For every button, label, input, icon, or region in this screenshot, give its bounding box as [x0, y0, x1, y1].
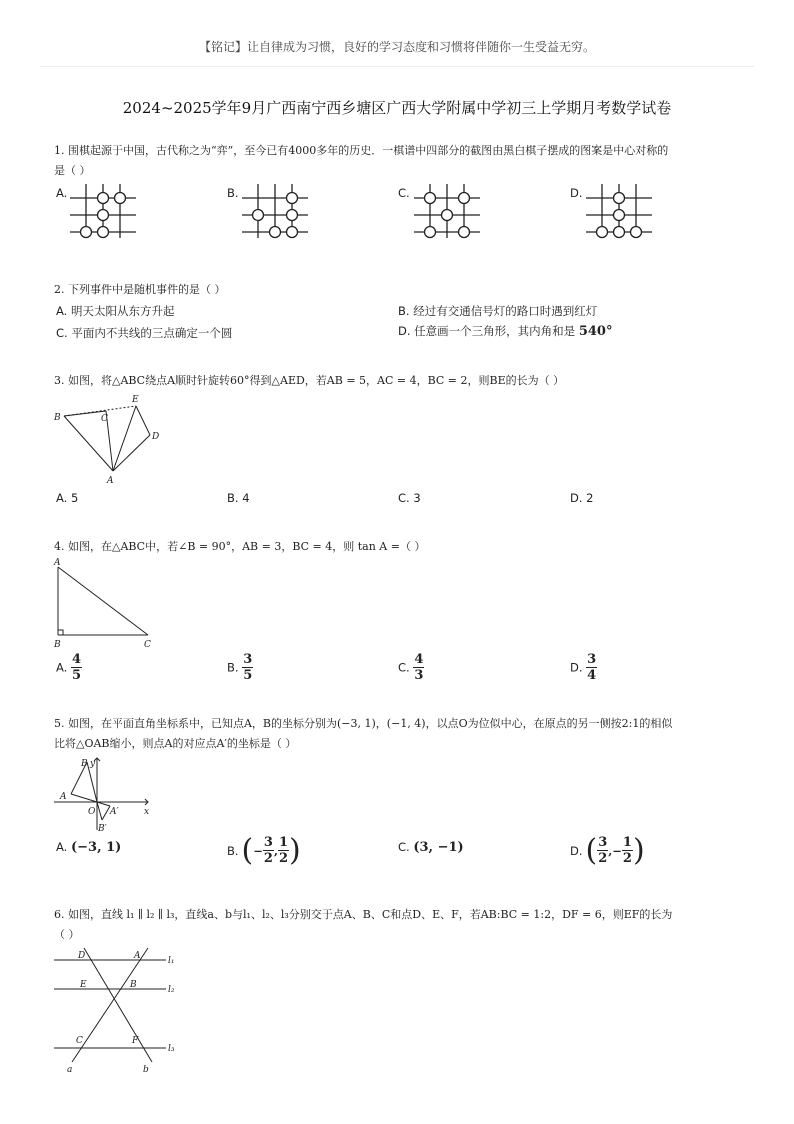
q1-go-board-b [240, 182, 310, 240]
q5-label-b: B [81, 759, 88, 769]
page-title: 2024~2025学年9月广西南宁西乡塘区广西大学附属中学初三上学期月考数学试卷 [122, 99, 672, 117]
q4-option-d-fraction: $\frac{3}{4}$ [587, 652, 597, 683]
q6-label-d: D [78, 951, 86, 961]
q6-label-c: C [76, 1036, 83, 1046]
q3-label-a: A [107, 476, 114, 486]
q4-option-d-letter: D. [570, 660, 583, 675]
q4-stem: 4. 如图，在△ABC中，若∠B = 90°，AB = 3，BC = 4，则 tan A =（ ） [54, 540, 426, 553]
q4-option-c-letter: C. [398, 660, 410, 675]
motto-banner: 【铭记】让自律成为习惯，良好的学习态度和习惯将伴随你一生受益无穷。 [198, 40, 595, 54]
q5-option-a-math: (−3, 1) [70, 840, 122, 855]
q1-go-board-d [584, 182, 654, 240]
q5-label-b-prime: B′ [98, 824, 107, 834]
q1-stem-line1: 1. 围棋起源于中国，古代称之为“弈”，至今已有4000多年的历史．一棋谱中四部分的截图由黑白棋子摆成的图案是中心对称的 [54, 144, 669, 157]
q5-option-d-letter: D. [570, 843, 583, 858]
q6-label-a: A [134, 951, 141, 961]
q6-label-f: F [132, 1036, 139, 1046]
q4-option-d [570, 652, 597, 683]
q5-stem-line2: 比将△OAB缩小，则点A的对应点A′的坐标是（ ） [54, 737, 297, 750]
q6-stem-line1: 6. 如图，直线 l₁ ∥ l₂ ∥ l₃，直线a、b与l₁、l₂、l₃分别交于点A、B、C和点D、E、F，若AB:BC = 1:2，DF = 6，则EF的长为 [54, 908, 673, 921]
q2-option-d-math: 540° [578, 324, 613, 339]
q2-stem: 2. 下列事件中是随机事件的是（ ） [54, 283, 226, 296]
q5-option-b-fraction-x: $\frac{3}{2}$ [263, 835, 273, 866]
q4-option-c [398, 652, 424, 683]
q6-label-line-a: a [67, 1065, 73, 1075]
q4-option-b [227, 652, 253, 683]
q4-option-a-letter: A. [56, 660, 68, 675]
q4-option-c-fraction: $\frac{4}{3}$ [414, 652, 424, 683]
header-divider [40, 66, 754, 67]
q6-label-e: E [80, 980, 87, 990]
q5-option-d-fraction-y: $\frac{1}{2}$ [622, 835, 632, 866]
q3-figure [50, 392, 175, 487]
q4-label-c: C [144, 640, 151, 650]
q2-option-b: B. 经过有交通信号灯的路口时遇到红灯 [398, 304, 598, 318]
q5-option-b: B. ( − $\frac{3}{2}$ , $\frac{1}{2}$ ) [227, 833, 301, 868]
q2-option-d [398, 323, 612, 339]
q5-label-a: A [60, 792, 67, 802]
q5-option-a [56, 840, 121, 855]
q2-option-c: C. 平面内不共线的三点确定一个圆 [56, 326, 233, 340]
q3-option-d: D. 2 [570, 491, 594, 505]
q4-option-b-letter: B. [227, 660, 239, 675]
q2-option-a: A. 明天太阳从东方升起 [56, 304, 175, 318]
q6-label-b: B [130, 980, 137, 990]
q5-figure [50, 754, 160, 836]
q3-label-e: E [132, 395, 139, 405]
q3-label-c: C [101, 414, 108, 424]
q6-label-l2: l₂ [168, 985, 175, 995]
q4-option-a [56, 652, 82, 683]
q4-label-b: B [54, 640, 61, 650]
q5-option-a-letter: A. [56, 840, 68, 854]
q3-label-b: B [54, 413, 61, 423]
q6-figure [50, 944, 185, 1076]
q4-label-a: A [54, 558, 61, 568]
q1-option-c-label: C. [398, 186, 410, 200]
q6-label-line-b: b [143, 1065, 149, 1075]
q1-go-board-a [68, 182, 138, 240]
q5-option-c [398, 840, 464, 855]
q5-option-d: D. ( $\frac{3}{2}$ ,− $\frac{1}{2}$ ) [570, 833, 645, 868]
q6-label-l3: l₃ [168, 1044, 175, 1054]
q5-stem-line1: 5. 如图，在平面直角坐标系中，已知点A，B的坐标分别为(−3, 1)，(−1, 4)，以点O为位似中心，在原点的另一侧按2:1的相似 [54, 717, 673, 730]
q6-label-l1: l₁ [168, 956, 175, 966]
q1-option-b-label: B. [227, 186, 239, 200]
q4-option-b-fraction: $\frac{3}{5}$ [243, 652, 253, 683]
q5-option-c-letter: C. [398, 840, 410, 854]
q5-option-c-math: (3, −1) [413, 840, 464, 855]
q3-label-d: D [152, 432, 160, 442]
q4-figure [50, 555, 160, 651]
q2-option-d-text: D. 任意画一个三角形，其内角和是 [398, 324, 576, 338]
q5-label-x: x [144, 807, 150, 817]
q3-option-a: A. 5 [56, 491, 79, 505]
q5-option-d-fraction-x: $\frac{3}{2}$ [598, 835, 608, 866]
q5-label-y: y [90, 759, 96, 769]
q3-option-c: C. 3 [398, 491, 421, 505]
q1-option-a-label: A. [56, 186, 68, 200]
q1-option-d-label: D. [570, 186, 583, 200]
q3-stem: 3. 如图，将△ABC绕点A顺时针旋转60°得到△AED，若AB = 5，AC = 4，BC = 2，则BE的长为（ ） [54, 374, 565, 387]
q5-label-o: O [88, 807, 96, 817]
q4-option-a-fraction: $\frac{4}{5}$ [71, 652, 82, 683]
q1-go-board-c [412, 182, 482, 240]
q1-stem-line2: 是（ ） [54, 164, 91, 177]
q6-stem-line2: （ ） [54, 928, 80, 941]
q5-option-b-fraction-y: $\frac{1}{2}$ [278, 835, 289, 866]
q3-option-b: B. 4 [227, 491, 250, 505]
q5-label-a-prime: A′ [110, 807, 119, 817]
q5-option-b-letter: B. [227, 843, 239, 858]
